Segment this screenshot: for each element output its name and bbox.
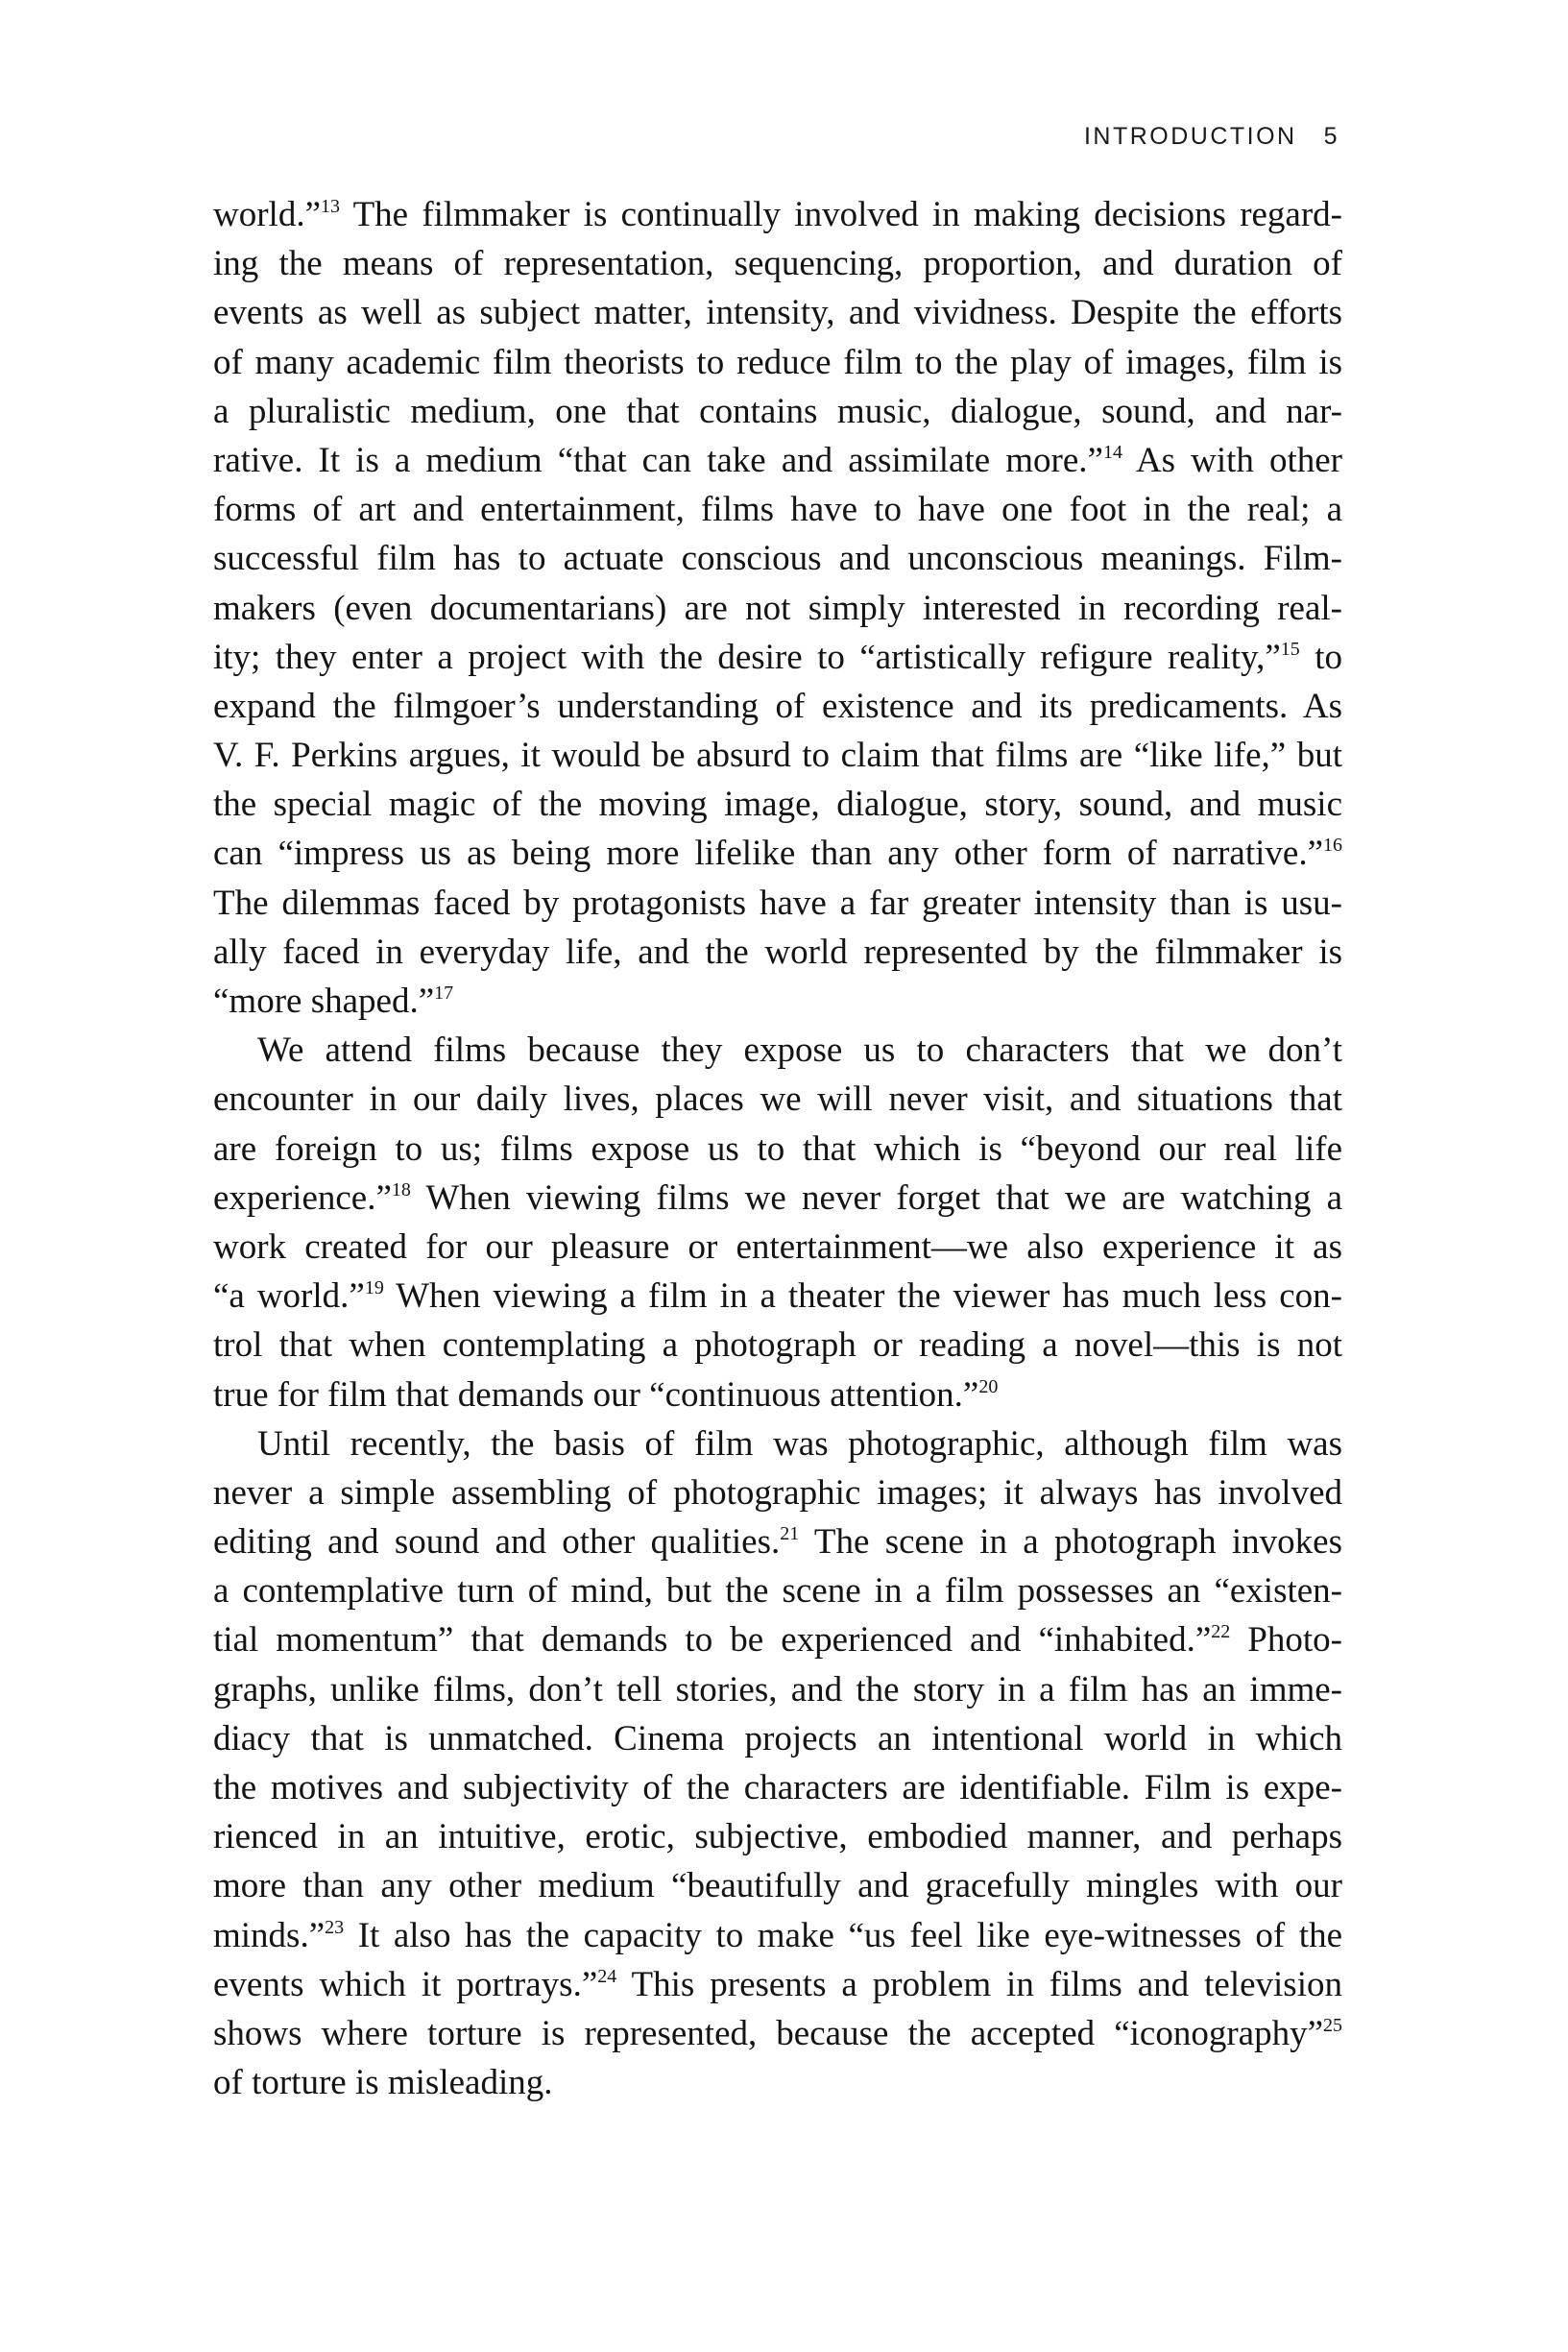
text-line: diacy that is unmatched. Cinema projects an intentional world in which	[213, 1718, 1342, 1758]
footnote-marker[interactable]: 16	[1323, 835, 1342, 857]
text-line: never a simple assembling of photographic images; it always has involved	[213, 1472, 1342, 1513]
page-number: 5	[1323, 123, 1339, 150]
text-line: shows where torture is represented, because the accepted “iconography”$^{25}$	[213, 2013, 1342, 2053]
text-line: makers (even documentarians) are not simply interested in recording real-	[213, 588, 1342, 628]
footnote-marker[interactable]: 13	[321, 196, 340, 217]
text-line: V. F. Perkins argues, it would be absurd to claim that films are “like life,” but	[213, 736, 1342, 776]
text-line: expand the filmgoer’s understanding of existence and its predicaments. As	[213, 686, 1342, 726]
footnote-marker[interactable]: 25	[1323, 2014, 1342, 2036]
text-line: trol that when contemplating a photograph or reading a novel—this is not	[213, 1325, 1342, 1366]
footnote-marker[interactable]: 22	[1211, 1621, 1231, 1643]
footnote-marker[interactable]: 19	[364, 1277, 384, 1299]
text-line: editing and sound and other qualities.$^{21}$ The scene in a photograph invokes	[213, 1522, 1342, 1563]
text-line: more than any other medium “beautifully and gracefully mingles with our	[213, 1866, 1342, 1906]
text-line: tial momentum” that demands to be experienced and “inhabited.”$^{22}$ Photo-	[213, 1620, 1342, 1661]
text-line: successful film has to actuate conscious and unconscious meanings. Film-	[213, 539, 1342, 579]
text-line: “a world.”$^{19}$ When viewing a film in a theater the viewer has much less con-	[213, 1276, 1342, 1317]
running-head-section: INTRODUCTION	[1083, 123, 1297, 150]
paragraph	[213, 1026, 1342, 1419]
paragraph	[213, 1419, 1342, 2108]
text-line: rative. It is a medium “that can take and assimilate more.”$^{14}$ As with other	[213, 440, 1342, 480]
text-line: ity; they enter a project with the desire to “artistically refigure reality,”$^{15}$ to	[213, 637, 1342, 677]
text-line: can “impress us as being more lifelike than any other form of narrative.”$^{16}$	[213, 834, 1342, 874]
text-line: events as well as subject matter, intensity, and vividness. Despite the efforts	[213, 293, 1342, 333]
text-line: of torture is misleading.	[213, 2063, 553, 2103]
text-line: the special magic of the moving image, dialogue, story, sound, and music	[213, 785, 1342, 825]
text-line: minds.”$^{23}$ It also has the capacity to make “us feel like eye-witnesses of the	[213, 1915, 1342, 1955]
text-line: work created for our pleasure or entertainment—we also experience it as	[213, 1226, 1342, 1267]
text-line: encounter in our daily lives, places we will never visit, and situations that	[213, 1079, 1342, 1120]
text-line: forms of art and entertainment, films have to have one foot in the real; a	[213, 490, 1342, 530]
text-line: We attend films because they expose us to characters that we don’t	[257, 1031, 1342, 1071]
footnote-marker[interactable]: 14	[1102, 441, 1122, 463]
text-line: rienced in an intuitive, erotic, subjective, embodied manner, and perhaps	[213, 1817, 1342, 1857]
text-line: a pluralistic medium, one that contains music, dialogue, sound, and nar-	[213, 391, 1342, 431]
footnote-marker[interactable]: 15	[1280, 638, 1300, 660]
text-line: are foreign to us; films expose us to that which is “beyond our real life	[213, 1128, 1342, 1169]
footnote-marker[interactable]: 24	[597, 1965, 617, 1987]
text-line: of many academic film theorists to reduce film to the play of images, film is	[213, 342, 1342, 382]
text-line: a contemplative turn of mind, but the scene in a film possesses an “existen-	[213, 1571, 1342, 1612]
text-line: The dilemmas faced by protagonists have a far greater intensity than is usu-	[213, 883, 1342, 923]
running-head	[1084, 123, 1339, 151]
footnote-marker[interactable]: 18	[391, 1178, 411, 1200]
footnote-marker[interactable]: 21	[780, 1523, 800, 1545]
footnote-marker[interactable]: 20	[978, 1375, 999, 1397]
text-line: experience.”$^{18}$ When viewing films we never forget that we are watching a	[213, 1177, 1342, 1218]
text-line: “more shaped.”$^{17}$	[213, 982, 454, 1021]
text-line: graphs, unlike films, don’t tell stories, and the story in a film has an imme-	[213, 1669, 1342, 1709]
text-line: events which it portrays.”$^{24}$ This presents a problem in films and television	[213, 1964, 1342, 2004]
footnote-marker[interactable]: 23	[325, 1916, 345, 1938]
text-line: true for film that demands our “continuous attention.”$^{20}$	[213, 1374, 999, 1415]
text-line: Until recently, the basis of film was photographic, although film was	[257, 1423, 1342, 1464]
body-text	[213, 190, 1342, 2107]
text-line: ing the means of representation, sequencing, proportion, and duration of	[213, 244, 1342, 284]
text-line: ally faced in everyday life, and the world represented by the filmmaker is	[213, 932, 1342, 972]
footnote-marker[interactable]: 17	[434, 982, 454, 1004]
paragraph	[213, 190, 1342, 1026]
text-line: world.”$^{13}$ The filmmaker is continually involved in making decisions regard-	[213, 195, 1342, 234]
text-line: the motives and subjectivity of the characters are identifiable. Film is expe-	[213, 1768, 1342, 1807]
